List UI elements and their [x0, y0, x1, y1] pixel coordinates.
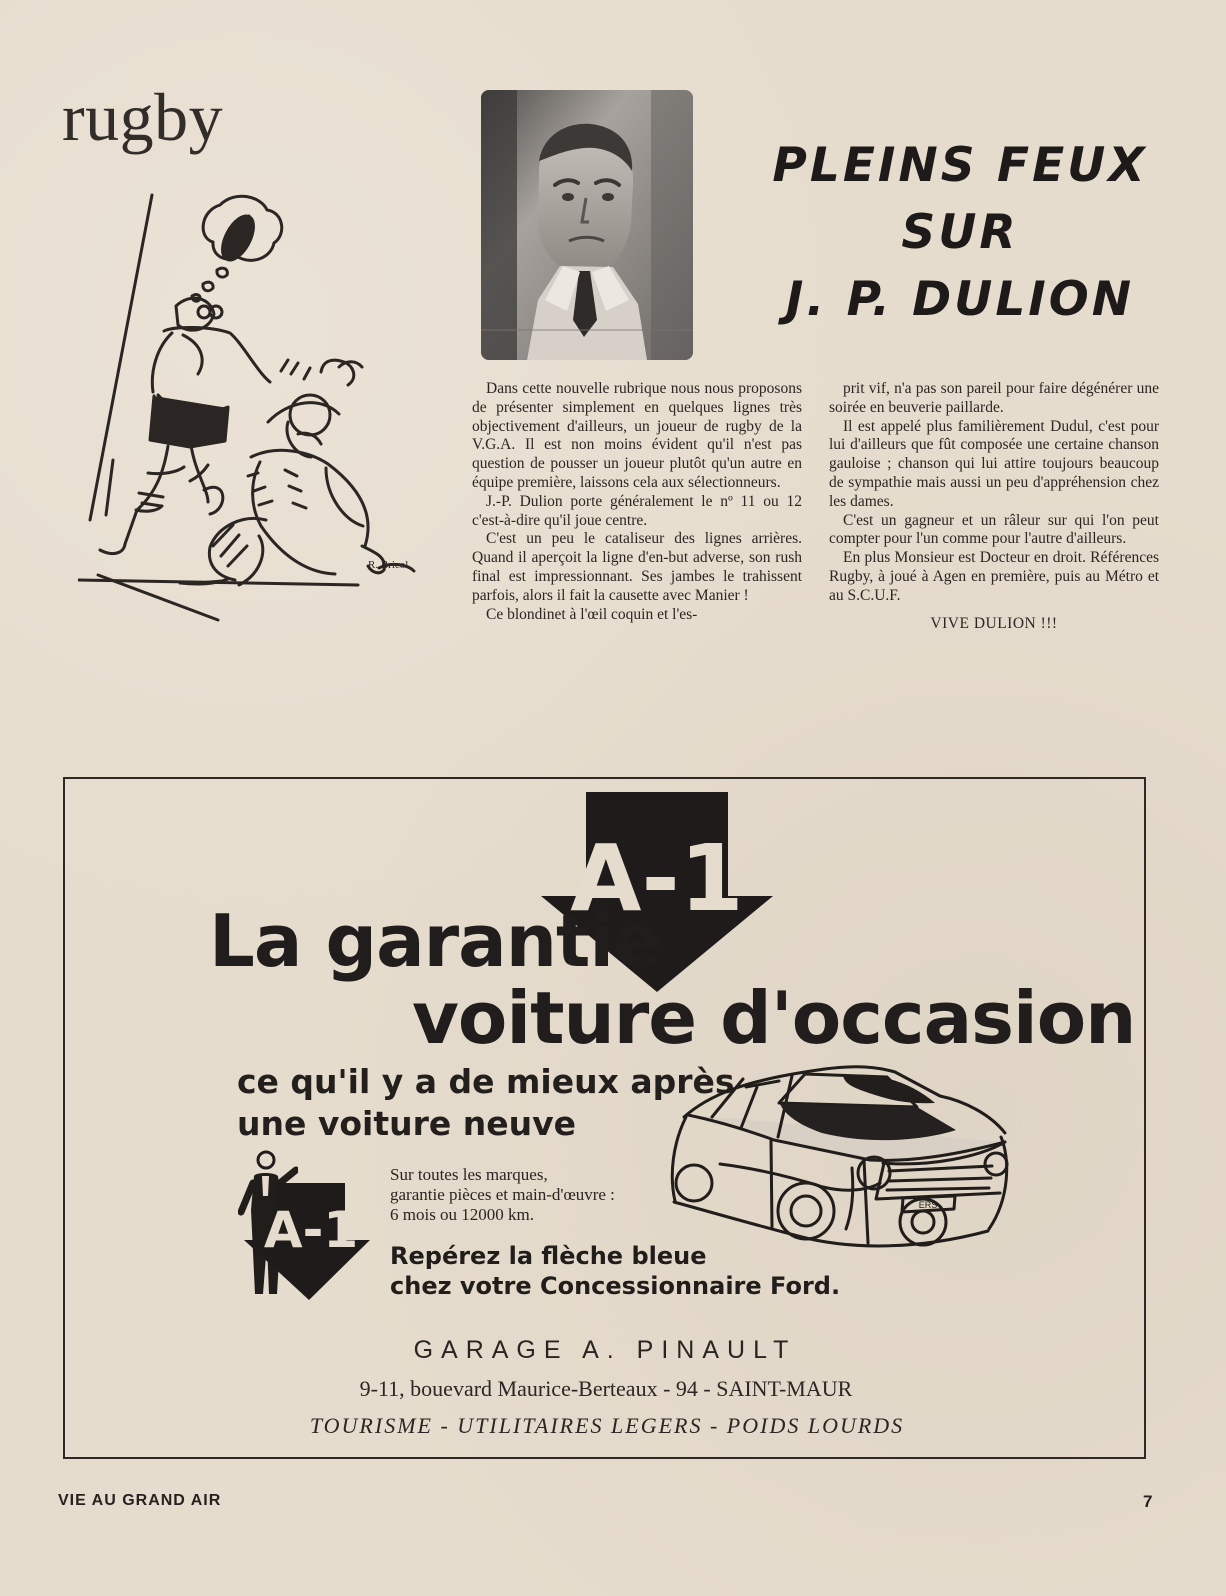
ad-subline [237, 1061, 735, 1145]
ad-subline-2: une voiture neuve [237, 1104, 577, 1143]
page-number: 7 [1143, 1492, 1153, 1511]
a1-logo-text: A-1 [570, 825, 744, 932]
article-paragraph: C'est un peu le cataliseur des lignes arrières. Quand il aperçoit la ligne d'en-but adverse, son rush final est impressionnant. Ses jambes le trahissent parfois, alors il fait la causette avec Manier ! [472, 530, 802, 604]
section-title: rugby [62, 79, 224, 155]
ad-headline-line-1: La garantie [209, 899, 661, 983]
article-paragraph: prit vif, n'a pas son pareil pour faire dégénérer une soirée en beuverie paillarde. [829, 380, 1159, 416]
article-column-right [829, 380, 1159, 633]
article-column-left [472, 380, 802, 624]
headline-line-2: SUR [901, 205, 1019, 260]
headline-line-3: J. P. DULION [785, 272, 1135, 327]
article-paragraph: Dans cette nouvelle rubrique nous nous proposons de présenter simplement en quelques lignes très objectivement d'ailleurs, un joueur de rugby de la V.G.A. Il est non moins évident qu'il n'est pas question de pousser un joueur plutôt qu'un autre en équipe première, laissons cela aux sélectionneurs. [472, 380, 802, 491]
a1-small-logo [244, 1183, 370, 1300]
article-paragraph: Ce blondinet à l'œil coquin et l'es- [486, 605, 698, 623]
article-signoff: VIVE DULION !!! [930, 614, 1058, 632]
ad-headline-line-2: voiture d'occasion [412, 976, 1136, 1060]
garage-address: 9-11, bouevard Maurice-Berteaux - 94 - SAINT-MAUR [359, 1376, 853, 1401]
ad-callout-line-1: Repérez la flèche bleue [390, 1242, 707, 1270]
article-paragraph: Il est appelé plus familièrement Dudul, c'est pour lui d'ailleurs que fût composée une certaine chanson gauloise ; chanson qui lui attire toujours beaucoup de sympathie mais aussi un peu d'appréhension chez les dames. [829, 417, 1159, 510]
ad-coverage-text [390, 1165, 700, 1225]
svg-text:ERS: ERS [918, 1200, 938, 1210]
ad-callout [390, 1241, 840, 1301]
ad-coverage-line-3: 6 mois ou 12000 km. [390, 1205, 535, 1224]
article-paragraph: En plus Monsieur est Docteur en droit. Références Rugby, à joué à Agen en première, puis au Métro et au S.C.U.F. [829, 549, 1159, 604]
ad-coverage-line-2: garantie pièces et main-d'œuvre : [390, 1185, 615, 1204]
rugby-illustration [78, 190, 418, 640]
article-paragraph: C'est un gagneur et un râleur sur qui l'on peut compter pour l'un comme pour l'autre d'ailleurs. [829, 511, 1159, 548]
article-paragraph: J.-P. Dulion porte généralement le nº 11 ou 12 c'est-à-dire qu'il joue centre. [472, 492, 802, 529]
ad-callout-line-2: chez votre Concessionnaire Ford. [390, 1272, 841, 1300]
garage-services: TOURISME - UTILITAIRES LEGERS - POIDS LOURDS [309, 1413, 905, 1438]
portrait-photo [481, 90, 693, 360]
garage-name: GARAGE A. PINAULT [413, 1336, 797, 1364]
sideline-icon [90, 195, 152, 520]
ad-subline-1: ce qu'il y a de mieux après [237, 1062, 735, 1101]
article-headline [770, 132, 1150, 333]
headline-line-1: PLEINS FEUX [772, 138, 1148, 193]
ad-coverage-line-1: Sur toutes les marques, [390, 1165, 548, 1184]
publication-name: VIE AU GRAND AIR [58, 1492, 222, 1509]
illustration-signature: R. Bricol [368, 559, 409, 571]
a1-small-logo-text: A-1 [263, 1201, 359, 1259]
car-illustration [662, 1057, 1018, 1255]
